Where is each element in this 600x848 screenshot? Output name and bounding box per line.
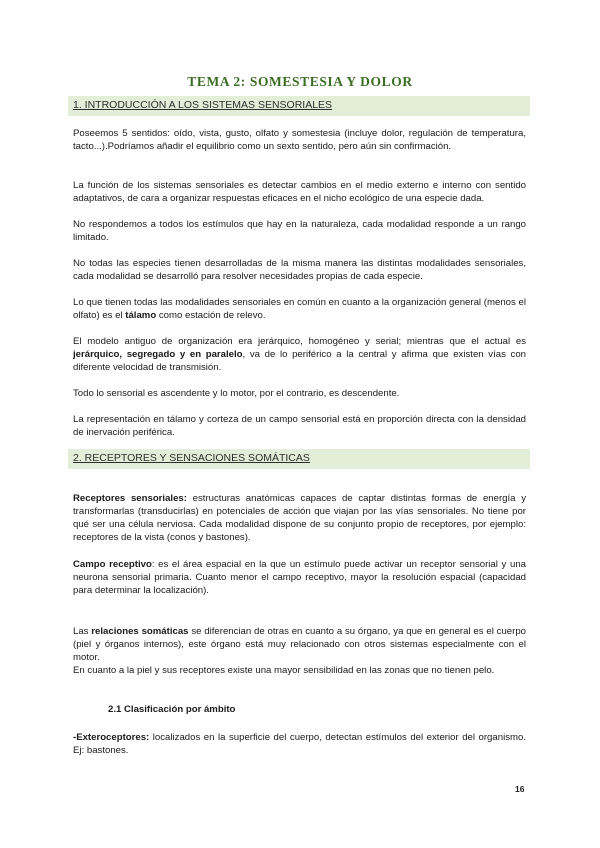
paragraph	[73, 731, 526, 757]
paragraph-text: : es el área espacial en la que un estímulo puede activar un receptor sensorial y una neurona sensorial primaria. Cuanto menor el campo receptivo, mayor la resolución espacial (capacidad para determinar la localización).	[73, 559, 526, 596]
bold-term: -Exteroceptores:	[73, 732, 150, 743]
section-heading-introduction	[68, 96, 530, 116]
page-number: 16	[515, 784, 525, 794]
paragraph-line: En cuanto a la piel y sus receptores existe una mayor sensibilidad en las zonas que no tienen pelo.	[73, 665, 495, 676]
paragraph-text: se diferencian de otras en cuanto a su órgano, ya que en general es el cuerpo (piel y órganos internos), este órgano está muy relacionado con otros sistemas especialmente con el motor.	[73, 626, 526, 663]
paragraph: Poseemos 5 sentidos: oído, vista, gusto, olfato y somestesia (incluye dolor, regulación de temperatura, tacto...).Podríamos añadir el equilibrio como un sexto sentido, pero aún sin confirmación.	[73, 128, 526, 152]
paragraph	[73, 625, 526, 677]
paragraph: Todo lo sensorial es ascendente y lo motor, por el contrario, es descendente.	[73, 388, 400, 399]
paragraph: La función de los sistemas sensoriales es detectar cambios en el medio externo e interno con sentido adaptativos, de cara a organizar respuestas eficaces en el nicho ecológico de una especie dada.	[73, 180, 526, 204]
section-heading-receptors	[68, 449, 530, 469]
paragraph-text: , va de lo periférico a la central y afirma que existen vías con diferente velocidad de transmisión.	[73, 349, 526, 373]
page-title: TEMA 2: SOMESTESIA Y DOLOR	[187, 74, 413, 89]
paragraph: No todas las especies tienen desarrolladas de la misma manera las distintas modalidades sensoriales, cada modalidad se desarrolló para resolver necesidades propias de cada especie.	[73, 258, 526, 282]
paragraph-text: Lo que tienen todas las modalidades sensoriales en común en cuanto a la organización general (menos el olfato) es el	[73, 297, 526, 321]
bold-term: Campo receptivo	[73, 559, 152, 570]
paragraph: La representación en tálamo y corteza de un campo sensorial está en proporción directa con la densidad de inervación periférica.	[73, 414, 526, 438]
paragraph-text: localizados en la superficie del cuerpo, detectan estímulos del exterior del organismo. Ej: bastones.	[73, 732, 526, 756]
section-heading-text: 1. INTRODUCCIÓN A LOS SISTEMAS SENSORIALES	[73, 99, 333, 111]
bold-term: tálamo	[125, 310, 157, 321]
bold-term: jerárquico, segregado y en paralelo	[73, 349, 243, 360]
paragraph	[73, 558, 526, 597]
paragraph: No respondemos a todos los estímulos que hay en la naturaleza, cada modalidad responde a un rango limitado.	[73, 219, 526, 243]
bold-term: relaciones somáticas	[91, 626, 189, 637]
paragraph-text: como estación de relevo.	[156, 310, 266, 321]
paragraph-text: estructuras anatómicas capaces de captar distintas formas de energía y transformarlas (transducirlas) en potenciales de acción que viajan por las vías sensoriales. No tiene por qué ser una célula nerviosa. Cada modalidad dispone de su conjunto propio de receptores, por ejemplo: receptores de la vista (conos y bastones).	[73, 493, 526, 543]
paragraph-text: El modelo antiguo de organización era jerárquico, homogéneo y serial; mientras que el actual es	[73, 336, 526, 347]
paragraph	[73, 492, 526, 544]
paragraph	[73, 296, 526, 322]
section-heading-text: 2. RECEPTORES Y SENSACIONES SOMÁTICAS	[73, 452, 310, 464]
paragraph	[73, 335, 526, 374]
subsection-heading: 2.1 Clasificación por ámbito	[108, 704, 236, 715]
paragraph-text: Las	[73, 626, 92, 637]
bold-term: Receptores sensoriales:	[73, 493, 187, 504]
